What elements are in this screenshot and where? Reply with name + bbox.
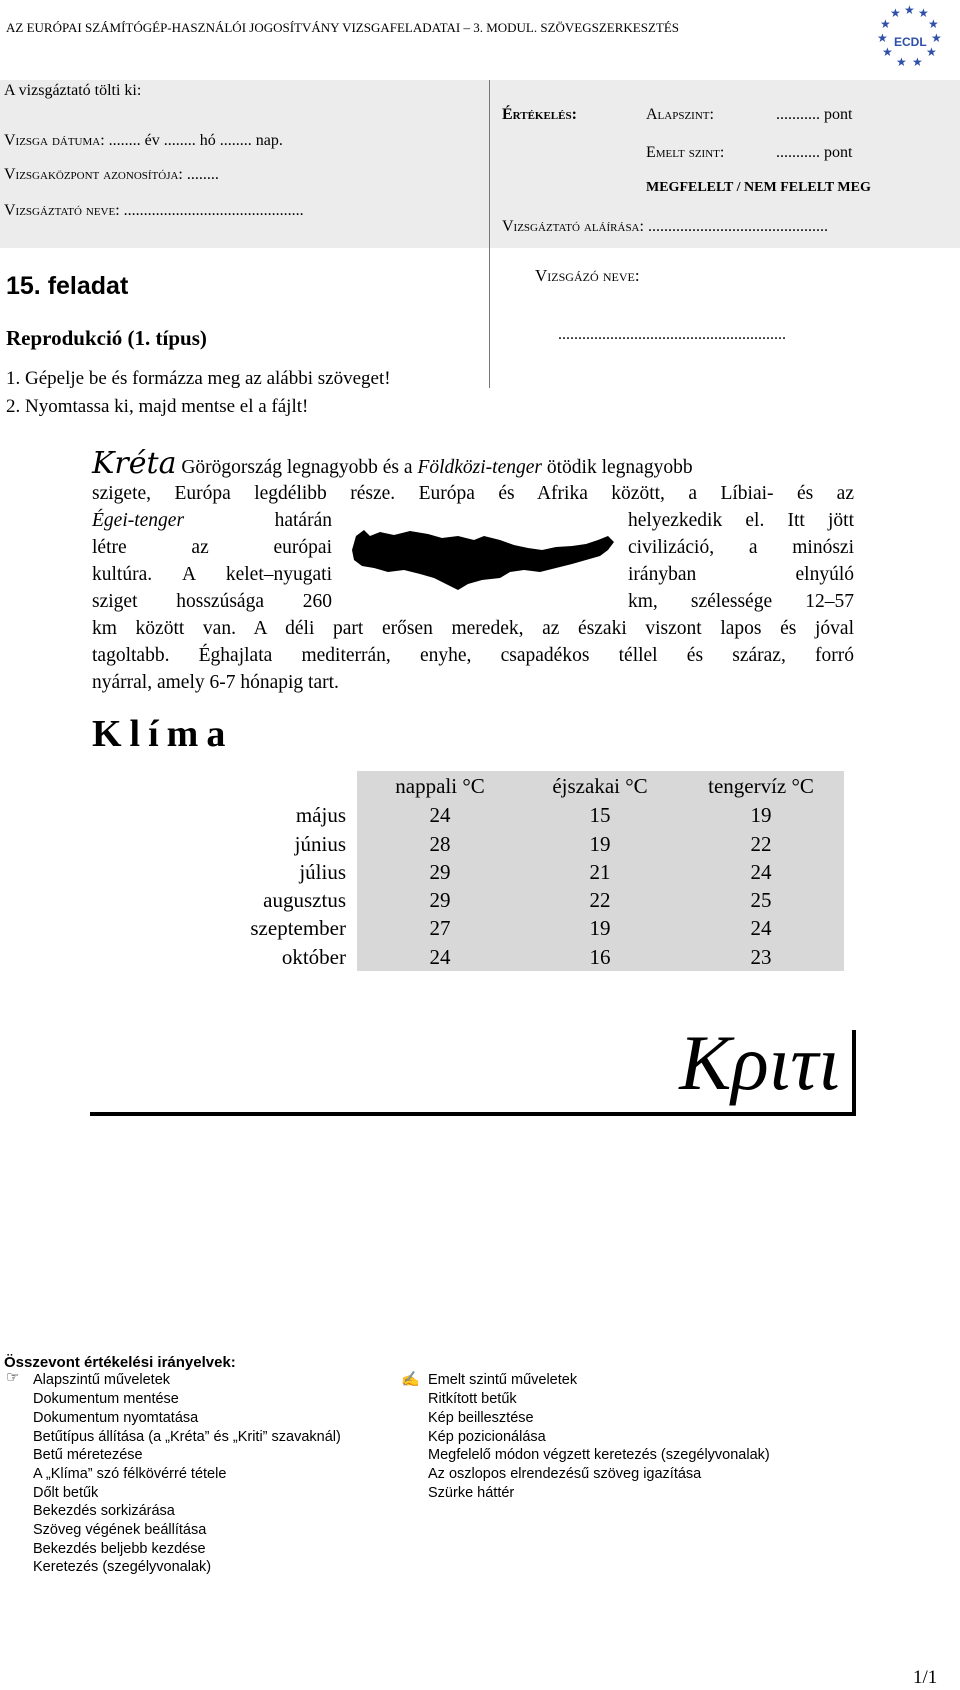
basic-criterion: Dokumentum nyomtatása [33, 1410, 199, 1426]
body-line-5b: irányban elnyúló [628, 564, 854, 585]
climate-night-value: 19 [589, 916, 611, 940]
ecdl-logo [868, 2, 948, 76]
exam-date-row [4, 132, 283, 150]
advanced-criterion: Emelt szintű műveletek [428, 1372, 578, 1388]
exam-center-label: Vizsgaközpont azonosítója: [4, 166, 183, 183]
basic-criterion: Dőlt betűk [33, 1485, 99, 1501]
advanced-level-value: ........... pont [776, 144, 853, 161]
basic-criterion: Bekezdés beljebb kezdése [33, 1541, 206, 1557]
svg-text:★: ★ [877, 31, 888, 45]
climate-sea-value: 24 [750, 916, 772, 940]
examiner-signature-value: ............................................. [647, 218, 828, 235]
climate-month: szeptember [250, 916, 346, 940]
climate-sea-value: 22 [750, 832, 772, 856]
evaluation-label: Értékelés: [502, 106, 577, 123]
basic-criterion: Dokumentum mentése [33, 1391, 179, 1407]
climate-column-sea: tengervíz °C [708, 774, 814, 798]
body-line-3b: helyezkedik el. Itt jött [628, 510, 854, 531]
advanced-criterion: Szürke háttér [428, 1485, 515, 1501]
body-italic: Földközi-tenger [417, 457, 542, 478]
body-line-4b: civilizáció, a minószi [628, 537, 854, 558]
task-heading: 15. feladat [6, 272, 129, 300]
climate-month: május [295, 803, 346, 827]
svg-text:★: ★ [880, 17, 891, 31]
examiner-name-label: Vizsgáztató neve: [4, 202, 120, 219]
candidate-name-label: Vizsgázó neve: [535, 266, 640, 285]
body-line-3a [92, 507, 332, 534]
climate-day-value: 29 [429, 888, 451, 912]
svg-text:★: ★ [896, 55, 907, 69]
examiner-signature-label: Vizsgáztató aláírása: [502, 218, 644, 235]
basic-criterion: Betű méretezése [33, 1447, 143, 1463]
examiner-name-value: ............................................. [123, 202, 304, 219]
examiner-name-row [4, 202, 304, 220]
advanced-criterion: Megfelelő módon végzett keretezés (szegélyvonalak) [428, 1447, 770, 1463]
ecdl-logo-text: ECDL [894, 35, 927, 49]
advanced-criterion: Kép beillesztése [428, 1410, 534, 1426]
climate-day-value: 27 [429, 916, 451, 940]
climate-night-value: 22 [589, 888, 611, 912]
body-text: határán [274, 510, 332, 531]
body-line-8: tagoltabb. Éghajlata mediterrán, enyhe, csapadékos téllel és száraz, forró [92, 645, 854, 666]
basic-criterion: Alapszintű műveletek [33, 1372, 171, 1388]
svg-text:★: ★ [882, 45, 893, 59]
examiner-signature-row [502, 218, 828, 236]
kriti-border-right [852, 1030, 856, 1116]
climate-day-value: 24 [429, 803, 451, 827]
writing-hand-icon: ✍ [401, 1371, 420, 1388]
advanced-criterion: Az oszlopos elrendezésű szöveg igazítása [428, 1466, 702, 1482]
climate-sea-value: 24 [750, 860, 772, 884]
document-header-title: AZ EURÓPAI SZÁMÍTÓGÉP-HASZNÁLÓI JOGOSÍTVÁNY VIZSGAFELADATAI – 3. MODUL. SZÖVEGSZERKESZTÉS [6, 20, 680, 35]
climate-month: október [281, 945, 346, 969]
body-text: ötödik legnagyobb [546, 457, 693, 478]
svg-text:★: ★ [912, 55, 923, 69]
body-line-4a: létre az európai [92, 537, 332, 558]
climate-month: július [299, 860, 346, 884]
climate-night-value: 21 [589, 860, 611, 884]
svg-text:★: ★ [931, 31, 942, 45]
climate-day-value: 29 [429, 860, 451, 884]
body-line-5a: kultúra. A kelet–nyugati [92, 564, 332, 585]
basic-criterion: Keretezés (szegélyvonalak) [33, 1559, 212, 1575]
svg-text:★: ★ [918, 6, 929, 20]
verdict: MEGFELELT / NEM FELELT MEG [646, 180, 871, 195]
svg-text:★: ★ [904, 3, 915, 17]
advanced-criterion: Ritkított betűk [428, 1391, 517, 1407]
body-line-2: szigete, Európa legdélibb része. Európa és Afrika között, a Líbiai- és az [92, 483, 854, 504]
climate-month: augusztus [263, 888, 346, 912]
exam-center-row [4, 166, 219, 184]
instruction-1: 1. Gépelje be és formázza meg az alábbi szöveget! [6, 368, 391, 389]
basic-criterion: A „Klíma” szó félkövérré tétele [33, 1466, 227, 1482]
climate-night-value: 19 [589, 832, 611, 856]
body-text: Görögország legnagyobb és a [181, 457, 413, 478]
climate-day-value: 24 [429, 945, 451, 969]
advanced-level-label: Emelt szint: [646, 144, 725, 161]
exam-box-divider [489, 80, 490, 388]
body-line-1 [92, 446, 854, 481]
climate-day-value: 28 [429, 832, 451, 856]
body-line-6b: km, szélessége 12–57 [628, 591, 854, 612]
basic-level-value: ........... pont [776, 106, 853, 123]
svg-text:★: ★ [928, 17, 939, 31]
svg-text:★: ★ [926, 45, 937, 59]
climate-night-value: 16 [589, 945, 611, 969]
climate-column-night: éjszakai °C [552, 774, 648, 798]
basic-criterion: Szöveg végének beállítása [33, 1522, 207, 1538]
kriti-word: Κριτι [679, 1019, 840, 1106]
svg-text:★: ★ [890, 6, 901, 20]
climate-sea-value: 25 [750, 888, 772, 912]
climate-column-day: nappali °C [395, 774, 485, 798]
climate-sea-value: 19 [750, 803, 772, 827]
candidate-name-value: ......................................................... [558, 326, 786, 343]
body-italic: Égei-tenger [92, 510, 185, 531]
kreta-word: Kréta [92, 446, 177, 481]
climate-month: június [294, 832, 346, 856]
grading-heading: Összevont értékelési irányelvek: [4, 1354, 236, 1371]
climate-night-value: 15 [589, 803, 611, 827]
basic-level-label: Alapszint: [646, 106, 714, 123]
kriti-border-bottom [90, 1112, 856, 1116]
page-number: 1/1 [913, 1667, 938, 1688]
crete-map-image [350, 526, 618, 596]
task-subheading: Reprodukció (1. típus) [6, 326, 207, 350]
basic-criterion: Bekezdés sorkizárása [33, 1503, 175, 1519]
exam-date-label: Vizsga dátuma: [4, 132, 105, 149]
climate-sea-value: 23 [750, 945, 772, 969]
advanced-criterion: Kép pozicionálása [428, 1429, 546, 1445]
exam-date-value: ........ év ........ hó ........ nap. [108, 132, 283, 149]
body-line-9: nyárral, amely 6-7 hónapig tart. [92, 672, 339, 693]
exam-center-value: ........ [186, 166, 219, 183]
instruction-2: 2. Nyomtassa ki, majd mentse el a fájlt! [6, 396, 309, 417]
basic-criterion: Betűtípus állítása (a „Kréta” és „Kriti” szavaknál) [33, 1429, 341, 1445]
pointing-hand-icon: ☞ [6, 1369, 20, 1386]
climate-title: Klíma [92, 713, 234, 755]
filled-by-label: A vizsgáztató tölti ki: [4, 82, 142, 99]
body-line-6a: sziget hosszúsága 260 [92, 591, 332, 612]
body-line-7: km között van. A déli part erősen meredek, az északi viszont lapos és jóval [92, 618, 854, 639]
